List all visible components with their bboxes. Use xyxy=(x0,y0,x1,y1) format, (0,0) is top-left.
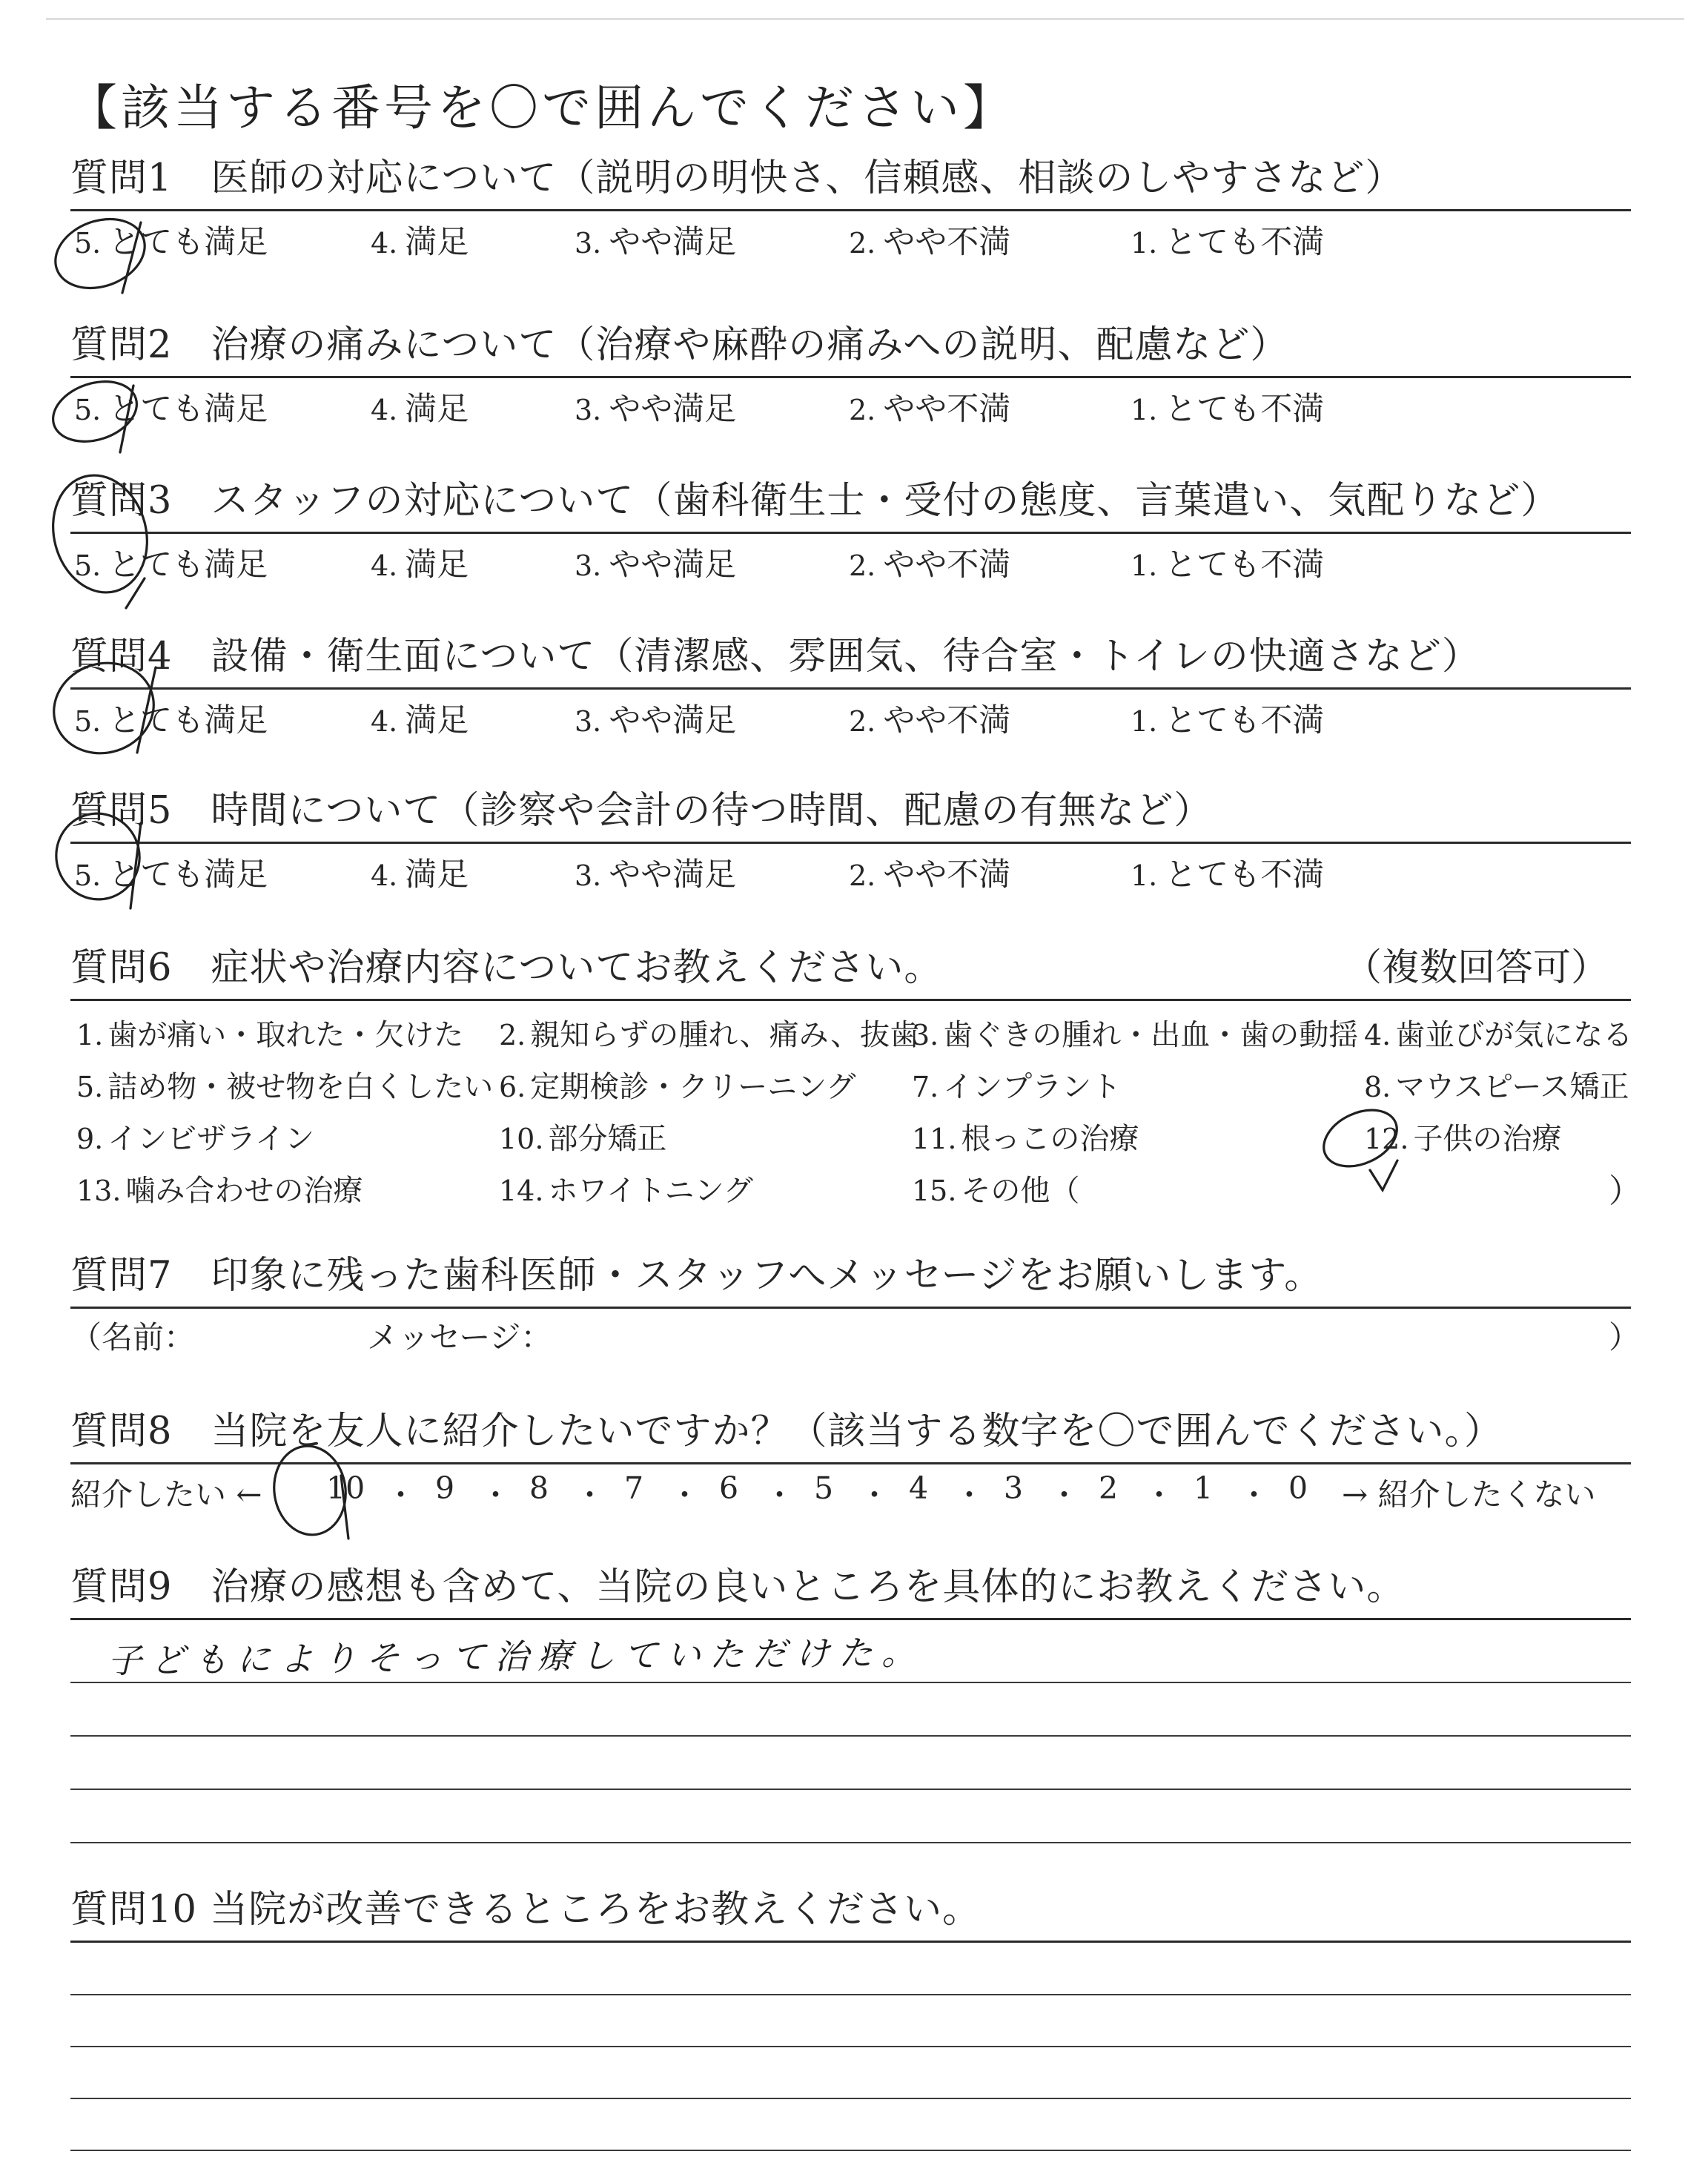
question-2-text: 質問2 治療の痛みについて（治療や麻酔の痛みへの説明、配慮など） xyxy=(70,323,1289,367)
answer-line xyxy=(70,1842,1631,1843)
symptom-item[interactable]: 13. 噛み合わせの治療 xyxy=(76,1174,363,1208)
symptom-item[interactable]: 7. インプラント xyxy=(912,1070,1122,1104)
message-close-paren: ） xyxy=(1609,1319,1641,1355)
scale-10[interactable]: 10 xyxy=(326,1470,365,1506)
scale-dot: ・ xyxy=(859,1477,890,1513)
scale-0[interactable]: 0 xyxy=(1288,1470,1308,1506)
symptom-item[interactable]: 11. 根っこの治療 xyxy=(912,1122,1139,1156)
answer-line xyxy=(70,1789,1631,1790)
scale-dot: ・ xyxy=(669,1477,700,1513)
symptom-item[interactable]: 4. 歯並びが気になる xyxy=(1364,1018,1633,1052)
symptom-item[interactable]: 2. 親知らずの腫れ、痛み、抜歯 xyxy=(499,1018,920,1052)
scale-7[interactable]: 7 xyxy=(623,1470,644,1506)
option-2[interactable]: 2. やや不満 xyxy=(849,702,1011,739)
question-6-text: 質問6 症状や治療内容についてお教えください。 xyxy=(70,946,943,990)
name-label: （名前： xyxy=(70,1319,196,1355)
scale-6[interactable]: 6 xyxy=(718,1470,739,1506)
question-1-options xyxy=(70,211,1631,265)
question-9 xyxy=(70,1565,1631,1681)
option-5[interactable]: 5. とても満足 xyxy=(74,546,268,584)
question-8 xyxy=(70,1409,1631,1522)
question-2-options xyxy=(70,378,1631,432)
symptom-item[interactable]: 1. 歯が痛い・取れた・欠けた xyxy=(76,1018,464,1052)
option-5[interactable]: 5. とても満足 xyxy=(74,224,268,261)
question-4 xyxy=(70,634,1631,743)
scale-dot: ・ xyxy=(575,1477,605,1513)
question-10 xyxy=(70,1887,1631,1943)
answer-line xyxy=(70,1735,1631,1737)
scale-right-label: → 紹介したくない xyxy=(1342,1476,1596,1513)
scale-9[interactable]: 9 xyxy=(434,1470,455,1506)
message-row xyxy=(70,1309,1641,1362)
scale-2[interactable]: 2 xyxy=(1098,1470,1119,1506)
symptom-item[interactable]: 9. インビザライン xyxy=(76,1122,315,1156)
question-1-text: 質問1 医師の対応について（説明の明快さ、信頼感、相談のしやすさなど） xyxy=(70,156,1404,200)
scale-5[interactable]: 5 xyxy=(813,1470,834,1506)
answer-line xyxy=(70,1994,1631,1995)
page-title: 【該当する番号を〇で囲んでください】 xyxy=(68,79,1016,136)
option-4[interactable]: 4. 満足 xyxy=(371,856,469,894)
symptom-item[interactable]: 8. マウスピース矯正 xyxy=(1364,1070,1629,1104)
question-3-options xyxy=(70,534,1631,587)
option-4[interactable]: 4. 満足 xyxy=(371,391,469,428)
handwritten-answer[interactable]: 子どもによりそって治療していただけた。 xyxy=(107,1632,925,1681)
option-3[interactable]: 3. やや満足 xyxy=(575,391,737,428)
answer-line xyxy=(70,2150,1631,2151)
option-4[interactable]: 4. 満足 xyxy=(371,224,469,261)
scale-dot: ・ xyxy=(764,1477,795,1513)
option-5[interactable]: 5. とても満足 xyxy=(74,391,268,428)
question-7-text: 質問7 印象に残った歯科医師・スタッフへメッセージをお願いします。 xyxy=(70,1254,1323,1298)
option-1[interactable]: 1. とても不満 xyxy=(1131,391,1325,428)
option-4[interactable]: 4. 満足 xyxy=(371,546,469,584)
question-3-text: 質問3 スタッフの対応について（歯科衛生士・受付の態度、言葉遣い、気配りなど） xyxy=(70,479,1560,523)
recommend-scale xyxy=(70,1464,1631,1522)
symptom-item[interactable]: 15. その他（ xyxy=(912,1174,1080,1208)
scale-8[interactable]: 8 xyxy=(529,1470,549,1506)
option-2[interactable]: 2. やや不満 xyxy=(849,856,1011,894)
scale-dot: ・ xyxy=(1049,1477,1079,1513)
question-7 xyxy=(70,1253,1641,1362)
scale-3[interactable]: 3 xyxy=(1003,1470,1024,1506)
top-border xyxy=(46,18,1684,20)
message-label: メッセージ： xyxy=(367,1319,552,1355)
scale-1[interactable]: 1 xyxy=(1193,1470,1214,1506)
question-6 xyxy=(70,945,1641,1216)
scale-dot: ・ xyxy=(954,1477,984,1513)
scale-dot: ・ xyxy=(1144,1477,1174,1513)
question-4-options xyxy=(70,690,1631,743)
multiple-answers-note: （複数回答可） xyxy=(1343,946,1609,990)
option-2[interactable]: 2. やや不満 xyxy=(849,224,1011,261)
option-2[interactable]: 2. やや不満 xyxy=(849,391,1011,428)
question-9-text: 質問9 治療の感想も含めて、当院の良いところを具体的にお教えください。 xyxy=(70,1565,1406,1609)
option-1[interactable]: 1. とても不満 xyxy=(1131,224,1325,261)
option-1[interactable]: 1. とても不満 xyxy=(1131,856,1325,894)
question-2 xyxy=(70,323,1631,432)
option-1[interactable]: 1. とても不満 xyxy=(1131,702,1325,739)
question-10-text: 質問10 当院が改善できるところをお教えください。 xyxy=(70,1888,982,1932)
option-5[interactable]: 5. とても満足 xyxy=(74,702,268,739)
symptom-item[interactable]: 5. 詰め物・被せ物を白くしたい xyxy=(76,1070,494,1104)
question-5-text: 質問5 時間について（診察や会計の待つ時間、配慮の有無など） xyxy=(70,789,1213,833)
option-3[interactable]: 3. やや満足 xyxy=(575,856,737,894)
scale-dot: ・ xyxy=(1239,1477,1269,1513)
answer-line xyxy=(70,2098,1631,2099)
symptom-item[interactable]: 14. ホワイトニング xyxy=(499,1174,753,1208)
option-3[interactable]: 3. やや満足 xyxy=(575,702,737,739)
scale-dot: ・ xyxy=(480,1477,511,1513)
scale-dot: ・ xyxy=(385,1477,416,1513)
option-1[interactable]: 1. とても不満 xyxy=(1131,546,1325,584)
option-2[interactable]: 2. やや不満 xyxy=(849,546,1011,584)
symptom-grid xyxy=(70,1001,1641,1216)
symptom-item[interactable]: 10. 部分矯正 xyxy=(499,1122,667,1156)
question-5-options xyxy=(70,844,1631,897)
other-close-paren: ） xyxy=(1609,1172,1641,1210)
question-8-text: 質問8 当院を友人に紹介したいですか？（該当する数字を〇で囲んでください。） xyxy=(70,1410,1503,1453)
question-1 xyxy=(70,156,1631,265)
question-5 xyxy=(70,788,1631,897)
option-4[interactable]: 4. 満足 xyxy=(371,702,469,739)
symptom-item[interactable]: 12. 子供の治療 xyxy=(1364,1122,1562,1156)
answer-line xyxy=(70,2046,1631,2047)
scale-4[interactable]: 4 xyxy=(908,1470,929,1506)
option-3[interactable]: 3. やや満足 xyxy=(575,224,737,261)
question-3 xyxy=(70,478,1631,587)
symptom-item[interactable]: 3. 歯ぐきの腫れ・出血・歯の動揺 xyxy=(912,1018,1359,1052)
answer-line xyxy=(70,1682,1631,1683)
symptom-item[interactable]: 6. 定期検診・クリーニング xyxy=(499,1070,856,1104)
option-3[interactable]: 3. やや満足 xyxy=(575,546,737,584)
scale-left-label: 紹介したい ← xyxy=(70,1476,262,1513)
question-4-text: 質問4 設備・衛生面について（清潔感、雰囲気、待合室・トイレの快適さなど） xyxy=(70,635,1480,678)
option-5[interactable]: 5. とても満足 xyxy=(74,856,268,894)
